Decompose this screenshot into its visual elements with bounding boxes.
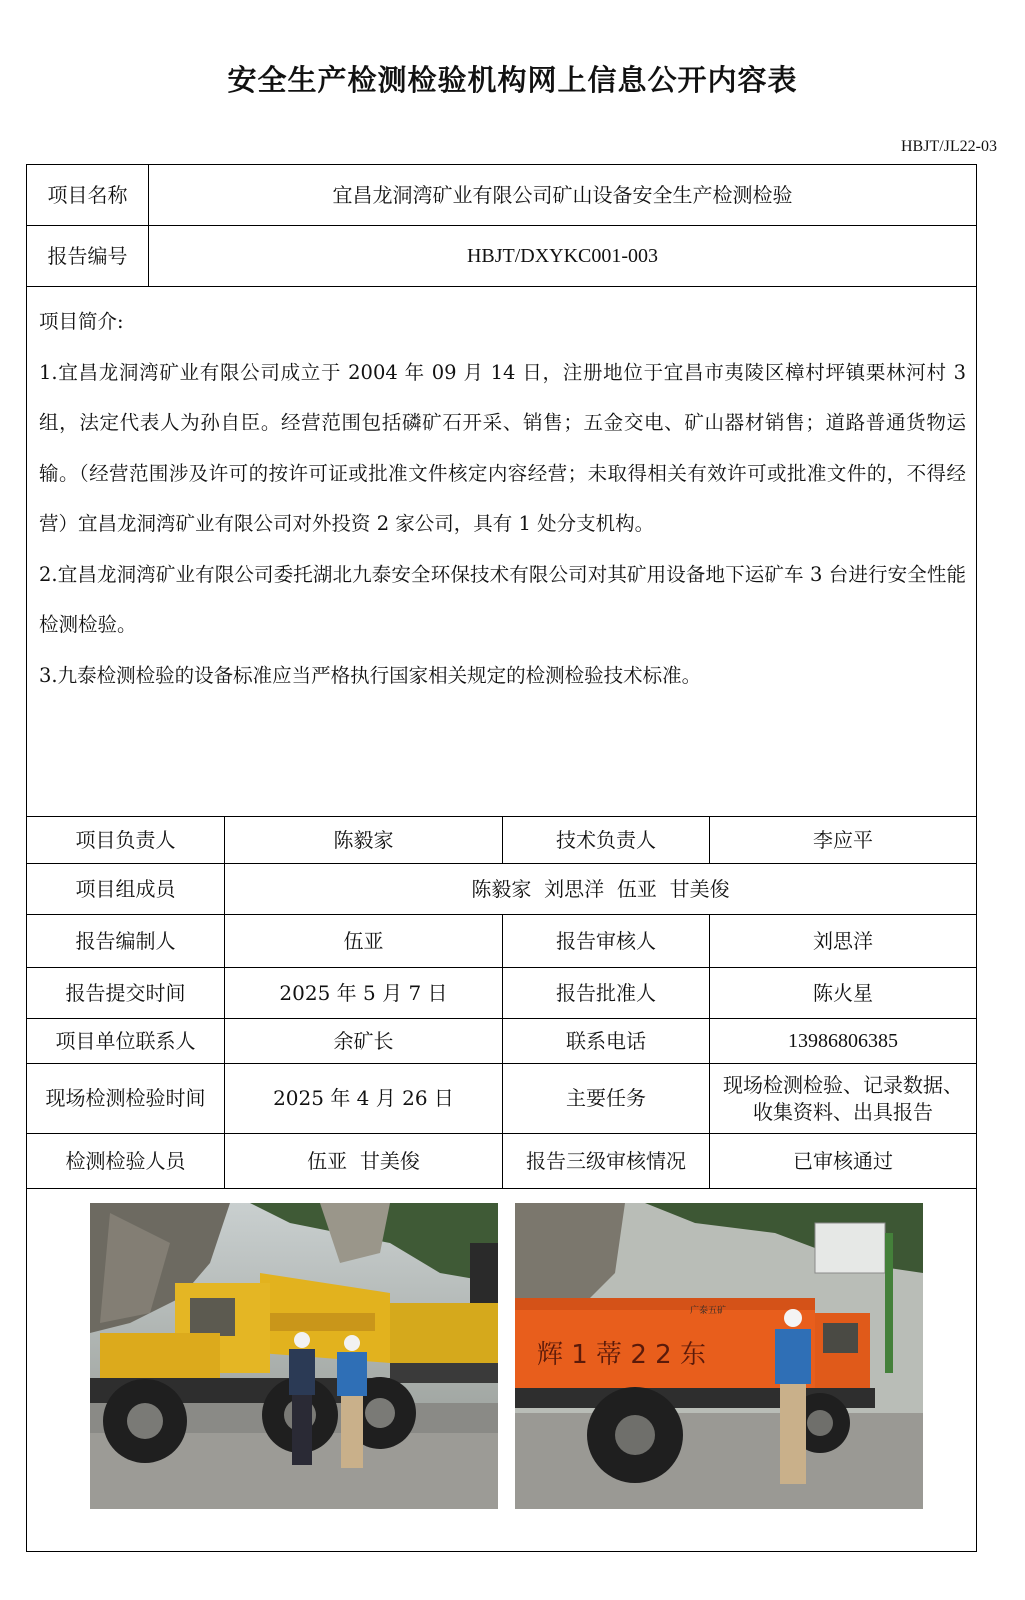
approver-value: 陈火星 [709,968,976,1018]
page-title: 安全生产检测检验机构网上信息公开内容表 [227,63,798,97]
inspectors-label: 检测检验人员 [65,1148,186,1173]
orange-truck-photo [515,1203,923,1509]
approver-label: 报告批准人 [502,968,709,1018]
tech-leader-label: 技术负责人 [502,817,709,863]
review-status-label: 报告三级审核情况 [502,1134,709,1188]
project-name-row [27,165,976,226]
intro-paragraph-2: 2.宜昌龙洞湾矿业有限公司委托湖北九泰安全环保技术有限公司对其矿用设备地下运矿车 3 台进行安全性能检测检验。 [39,562,966,636]
truck-top-lettering: 广泰五矿 [690,1306,727,1316]
compiler-row [27,915,976,968]
contact-label: 项目单位联系人 [55,1028,196,1053]
intro-heading: 项目简介: [39,310,124,333]
onsite-row [27,1064,976,1134]
onsite-time-value: 2025 年 4 月 26 日 [224,1064,502,1133]
project-leader-label: 项目负责人 [75,827,176,852]
submit-row [27,968,976,1019]
onsite-time-label: 现场检测检验时间 [45,1086,206,1110]
compiler-label: 报告编制人 [75,928,176,953]
intro-paragraph-3: 3.九泰检测检验的设备标准应当严格执行国家相关规定的检测检验技术标准。 [39,663,702,687]
leaders-row [27,817,976,864]
members-value: 陈毅家 刘思洋 伍亚 甘美俊 [224,864,976,914]
project-name-label: 项目名称 [47,182,128,207]
truck-side-lettering: 辉 1 蒂 2 2 东 [537,1340,706,1370]
site-photo-right [515,1203,923,1509]
reviewer-value: 刘思洋 [709,915,976,967]
project-leader-value: 陈毅家 [224,817,502,863]
project-intro [27,287,976,817]
form-code: HBJT/JL22-03 [901,138,997,155]
report-number-value: HBJT/DXYKC001-003 [148,226,976,286]
members-label: 项目组成员 [75,876,176,901]
intro-paragraph-1: 1.宜昌龙洞湾矿业有限公司成立于 2004 年 09 月 14 日，注册地位于宜昌市夷陵区樟村坪镇栗林河村 3 组，法定代表人为孙自臣。经营范围包括磷矿石开采、销售；五金交电、矿山器材销售；道路普通货物运输。（经营范围涉及许可的按许可证或批准文件核定内容经营；未取得相关有效许可或批准文件的，不得经营）宜昌龙洞湾矿业有限公司对外投资 2 家公司，具有 1 处分支机构。 [39,360,966,535]
yellow-truck-photo [90,1203,498,1509]
report-number-label: 报告编号 [47,243,128,268]
review-status-value: 已审核通过 [709,1134,976,1188]
contact-value: 余矿长 [224,1019,502,1063]
submit-time-value: 2025 年 5 月 7 日 [224,968,502,1018]
site-photo-left [90,1203,498,1509]
main-task-value: 现场检测检验、记录数据、收集资料、出具报告 [709,1064,976,1133]
info-table [26,164,977,1552]
compiler-value: 伍亚 [224,915,502,967]
inspectors-row [27,1134,976,1189]
project-name-value: 宜昌龙洞湾矿业有限公司矿山设备安全生产检测检验 [148,165,976,225]
members-row [27,864,976,915]
phone-value: 13986806385 [709,1019,976,1063]
submit-time-label: 报告提交时间 [65,980,186,1005]
phone-label: 联系电话 [502,1019,709,1063]
main-task-label: 主要任务 [502,1064,709,1133]
tech-leader-value: 李应平 [709,817,976,863]
contact-row [27,1019,976,1064]
reviewer-label: 报告审核人 [502,915,709,967]
report-number-row [27,226,976,287]
inspectors-value: 伍亚 甘美俊 [224,1134,502,1188]
